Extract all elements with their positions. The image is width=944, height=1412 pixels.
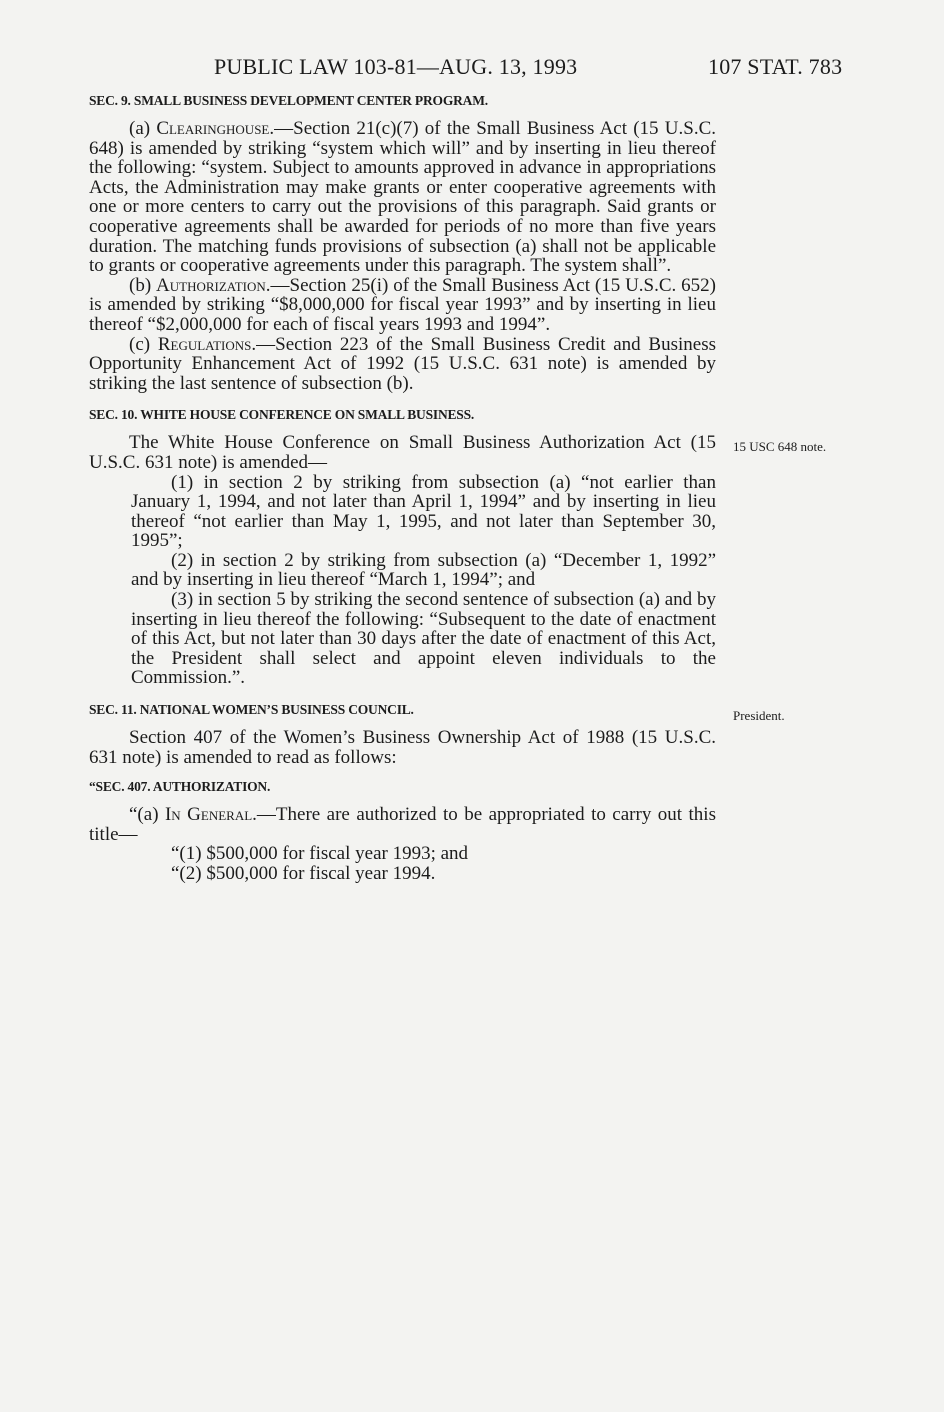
sec407-subsection-a: “(a) In General.—There are authorized to be appropriated to carry out this title— (89, 804, 716, 845)
sec11-heading: SEC. 11. NATIONAL WOMEN’S BUSINESS COUNCIL. (89, 702, 414, 718)
sec9-subsection-a: (a) Clearinghouse.—Section 21(c)(7) of the Small Business Act (15 U.S.C. 648) is amended by striking “system which will” and by inserting in lieu thereof the following: “system. Subject to amounts approved in advance in appropriations Acts, the Administration may make grants or enter cooperative agreements with one or more centers to carry out the provisions of this paragraph. Said grants or cooperative agreements shall be awarded for periods of no more than five years duration. The matching funds provisions of subsection (a) shall not be applicable to grants or cooperative agreements under this paragraph. The system shall”. (89, 118, 716, 277)
sec407-heading: “SEC. 407. AUTHORIZATION. (89, 779, 271, 795)
sec9-subsection-b: (b) Authorization.—Section 25(i) of the Small Business Act (15 U.S.C. 652) is amended by striking “$8,000,000 for fiscal year 1993” and by inserting in lieu thereof “$2,000,000 for each of fiscal years 1993 and 1994”. (89, 274, 716, 335)
sec10-item-3: (3) in section 5 by striking the second sentence of subsection (a) and by inserting in lieu thereof the following: “Subsequent to the date of enactment of this Act, but not later than 30 days after the date of enactment of this Act, the President shall select and appoint eleven individuals to the Commission.”. (131, 589, 716, 689)
sec10-intro: The White House Conference on Small Business Authorization Act (15 U.S.C. 631 note) is amended— (89, 432, 716, 473)
document-body (89, 93, 716, 884)
running-head-title: PUBLIC LAW 103-81—AUG. 13, 1993 (214, 54, 578, 79)
sec10-heading: SEC. 10. WHITE HOUSE CONFERENCE ON SMALL BUSINESS. (89, 407, 475, 423)
page-header (0, 54, 944, 86)
sec9-c-caption: Regulations. (157, 333, 257, 355)
sec11-intro: Section 407 of the Women’s Business Ownership Act of 1988 (15 U.S.C. 631 note) is amended to read as follows: (89, 727, 716, 768)
sec407-item-1: “(1) $500,000 for fiscal year 1993; and (171, 843, 469, 865)
sec10-item-1: (1) in section 2 by striking from subsection (a) “not earlier than January 1, 1994, and not later than April 1, 1994” and by inserting in lieu thereof “not earlier than May 1, 1995, and not later than September 30, 1995”; (131, 471, 716, 552)
sec9-heading: SEC. 9. SMALL BUSINESS DEVELOPMENT CENTER PROGRAM. (89, 93, 488, 108)
sec9-subsection-c: (c) Regulations.—Section 223 of the Small Business Credit and Business Opportunity Enhancement Act of 1992 (15 U.S.C. 631 note) is amended by striking the last sentence of subsection (b). (89, 333, 716, 394)
margin-note-president: President. (733, 708, 785, 723)
sec407-item-2: “(2) $500,000 for fiscal year 1994. (171, 863, 436, 884)
sec407-a-caption: In General. (164, 804, 257, 826)
margin-note-usc: 15 USC 648 note. (733, 439, 827, 454)
sec9-b-caption: Authorization. (156, 274, 271, 296)
statute-page-number: 107 STAT. 783 (708, 54, 843, 79)
sec9-a-caption: Clearinghouse. (156, 118, 275, 139)
sec10-item-2: (2) in section 2 by striking from subsection (a) “December 1, 1992” and by inserting in lieu thereof “March 1, 1994”; and (131, 549, 716, 591)
